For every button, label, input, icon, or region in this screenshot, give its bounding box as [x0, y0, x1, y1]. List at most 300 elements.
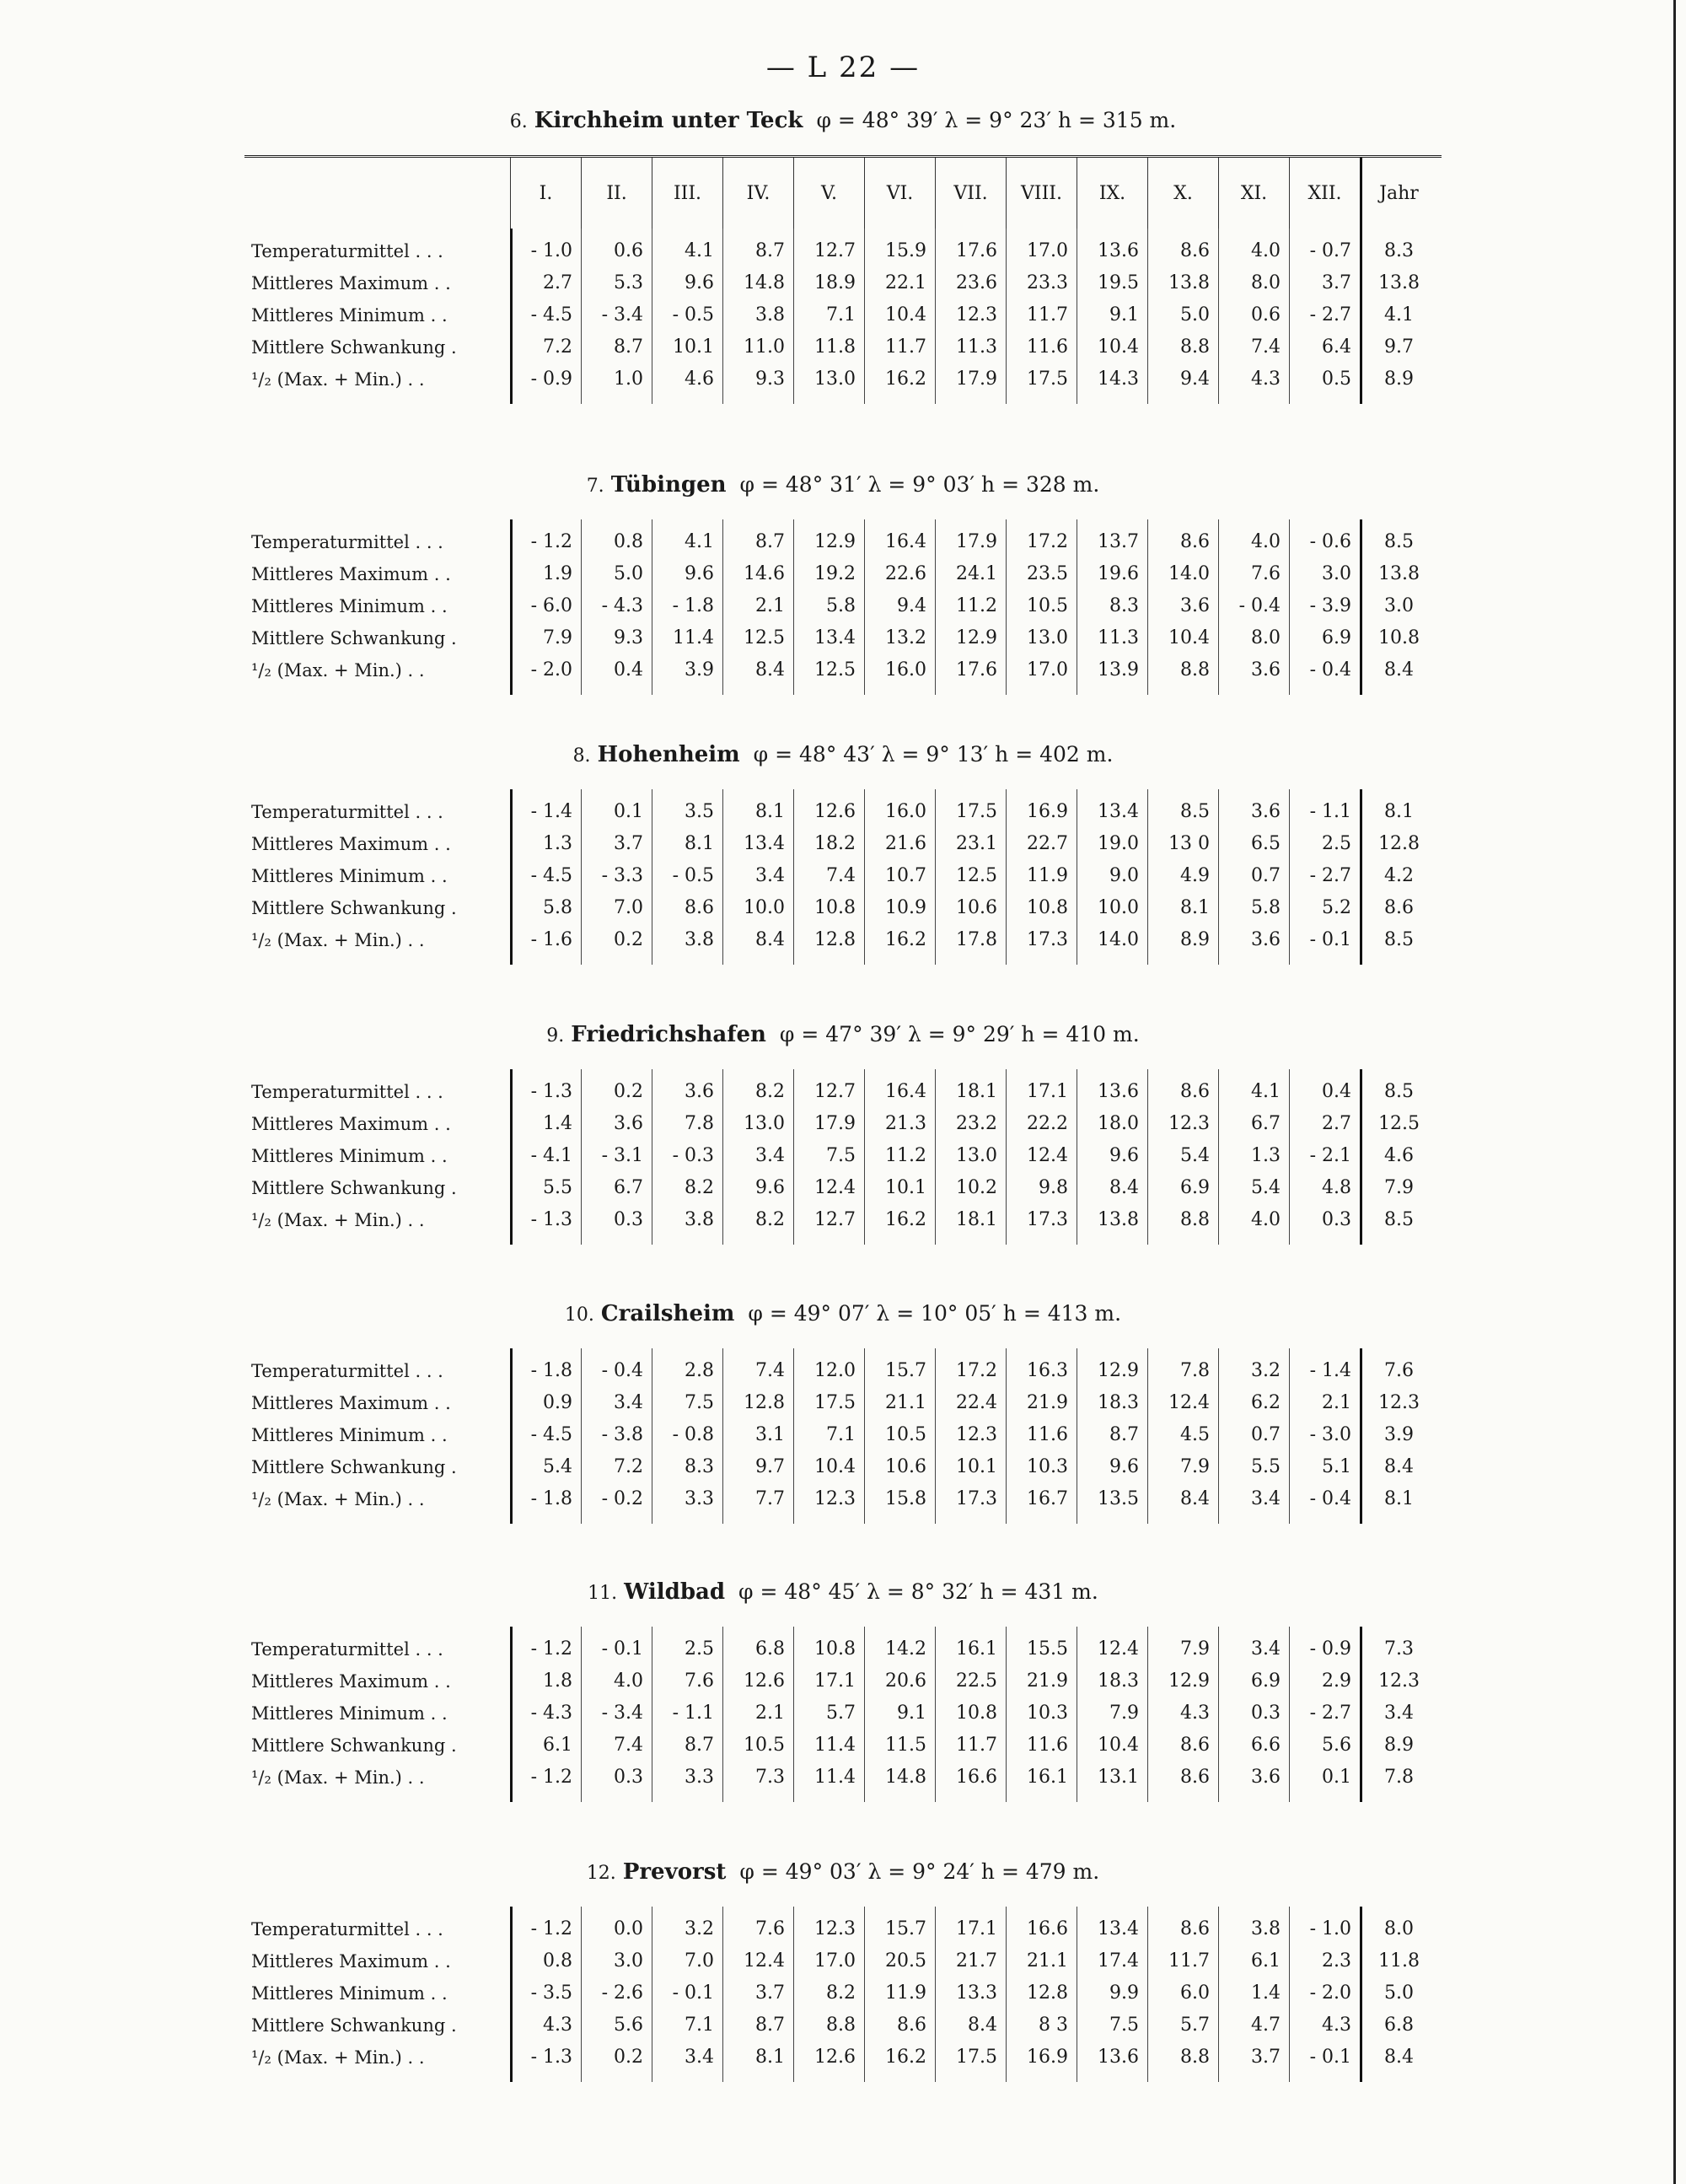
- value-cell: 17.3: [1027, 929, 1068, 950]
- month-column: [864, 1348, 935, 1524]
- value-cell: 17.3: [1027, 1209, 1068, 1230]
- value-cell: 7.1: [826, 1424, 856, 1445]
- value-cell: - 0.5: [672, 865, 714, 886]
- data-grid: [244, 1348, 1442, 1524]
- value-cell: - 4.3: [530, 1703, 572, 1724]
- value-cell: 17.9: [956, 531, 997, 552]
- value-cell: - 4.1: [530, 1145, 572, 1166]
- value-cell: 8.4: [968, 2015, 997, 2036]
- row-label-column: [244, 1069, 510, 1245]
- value-cell: 10.4: [814, 1456, 856, 1477]
- month-column: [722, 1907, 793, 2082]
- month-column: [1218, 519, 1289, 695]
- value-cell: 17.6: [956, 659, 997, 680]
- value-cell: 8.1: [1384, 801, 1414, 822]
- value-cell: 2.8: [685, 1360, 714, 1381]
- year-column: [1360, 1069, 1436, 1245]
- value-cell: 16.2: [885, 368, 926, 390]
- value-cell: 0.8: [614, 531, 643, 552]
- value-cell: 3.6: [1180, 595, 1210, 616]
- value-cell: 8.7: [614, 336, 643, 358]
- row-label: Temperaturmittel . . .: [251, 1639, 443, 1660]
- value-cell: 13.2: [885, 627, 926, 648]
- row-label: Mittleres Minimum . .: [251, 1983, 448, 2004]
- value-cell: 22.4: [956, 1392, 997, 1413]
- month-column: [1147, 1627, 1218, 1802]
- month-column: [722, 789, 793, 965]
- month-column: [935, 229, 1006, 404]
- month-column: [1006, 229, 1077, 404]
- row-label: Temperaturmittel . . .: [251, 241, 443, 261]
- value-cell: 8.9: [1180, 929, 1210, 950]
- value-cell: 13.0: [956, 1145, 997, 1166]
- value-cell: 12.7: [814, 1081, 856, 1102]
- value-cell: 7.1: [685, 2015, 714, 2036]
- value-cell: 7.3: [755, 1767, 785, 1788]
- month-column: [1218, 1627, 1289, 1802]
- month-column: [935, 1627, 1006, 1802]
- value-cell: 9.1: [1109, 304, 1139, 325]
- value-cell: 7.5: [826, 1145, 856, 1166]
- value-cell: 5.0: [1384, 1982, 1414, 2004]
- value-cell: 4.0: [1251, 240, 1281, 261]
- value-cell: 3.0: [614, 1950, 643, 1972]
- value-cell: 5.0: [1180, 304, 1210, 325]
- value-cell: - 0.3: [672, 1145, 714, 1166]
- value-cell: 23.1: [956, 833, 997, 854]
- value-cell: 8.2: [685, 1177, 714, 1198]
- value-cell: 7.6: [1384, 1360, 1414, 1381]
- value-cell: 9.6: [755, 1177, 785, 1198]
- month-column: [935, 1907, 1006, 2082]
- value-cell: 13.4: [814, 627, 856, 648]
- value-cell: 7.8: [685, 1113, 714, 1134]
- value-cell: 22.5: [956, 1670, 997, 1692]
- row-label: Temperaturmittel . . .: [251, 1361, 443, 1381]
- value-cell: 9.7: [755, 1456, 785, 1477]
- value-cell: 16.1: [956, 1638, 997, 1660]
- value-cell: 11.2: [885, 1145, 926, 1166]
- value-cell: 12.3: [1378, 1392, 1420, 1413]
- value-cell: 13.9: [1098, 659, 1139, 680]
- row-label-column: [244, 1348, 510, 1524]
- month-column: [581, 1907, 652, 2082]
- value-cell: 3.2: [1251, 1360, 1281, 1381]
- month-column: [1077, 229, 1147, 404]
- value-cell: 3.9: [685, 659, 714, 680]
- value-cell: - 1.0: [530, 240, 572, 261]
- value-cell: 20.5: [885, 1950, 926, 1972]
- value-cell: 7.9: [1180, 1638, 1210, 1660]
- row-label: Mittleres Minimum . .: [251, 1425, 448, 1445]
- value-cell: 10.8: [956, 1703, 997, 1724]
- value-cell: 8.9: [1384, 1735, 1414, 1756]
- month-column: [1006, 519, 1077, 695]
- month-column: [1218, 1348, 1289, 1524]
- station-number: 12.: [586, 1863, 616, 1884]
- value-cell: 8.3: [685, 1456, 714, 1477]
- station-table: [244, 742, 1442, 965]
- value-cell: 9.3: [614, 627, 643, 648]
- value-cell: 11.6: [1027, 336, 1068, 358]
- value-cell: 8.8: [1180, 659, 1210, 680]
- value-cell: 7.0: [614, 897, 643, 918]
- row-label: Mittleres Maximum . .: [251, 1951, 451, 1972]
- value-cell: 10.4: [1168, 627, 1210, 648]
- station-coordinates: φ = 48° 31′ λ = 9° 03′ h = 328 m.: [739, 472, 1100, 497]
- value-cell: 8.6: [1384, 897, 1414, 918]
- month-header: V.: [793, 158, 864, 229]
- month-header: I.: [510, 158, 581, 229]
- value-cell: 23.3: [1027, 272, 1068, 293]
- value-cell: 7.9: [1180, 1456, 1210, 1477]
- value-cell: 4.3: [1251, 368, 1281, 390]
- value-cell: 7.1: [826, 304, 856, 325]
- value-cell: 18.0: [1098, 1113, 1139, 1134]
- month-column: [864, 1069, 935, 1245]
- value-cell: 19.5: [1098, 272, 1139, 293]
- value-cell: - 1.3: [530, 1081, 572, 1102]
- value-cell: 1.3: [1251, 1145, 1281, 1166]
- value-cell: 13.1: [1098, 1767, 1139, 1788]
- month-column: [793, 229, 864, 404]
- station-title: [244, 1579, 1442, 1605]
- value-cell: 3.6: [1251, 801, 1281, 822]
- value-cell: - 3.1: [601, 1145, 643, 1166]
- month-header: XI.: [1218, 158, 1289, 229]
- value-cell: 12.8: [814, 929, 856, 950]
- value-cell: 17.5: [956, 2047, 997, 2068]
- value-cell: 16.2: [885, 2047, 926, 2068]
- value-cell: 3.3: [685, 1767, 714, 1788]
- row-label: Temperaturmittel . . .: [251, 1082, 443, 1102]
- value-cell: 23.6: [956, 272, 997, 293]
- station-name: Wildbad: [624, 1579, 726, 1605]
- value-cell: 8.4: [1384, 1456, 1414, 1477]
- month-column: [1077, 519, 1147, 695]
- month-header: Jahr: [1360, 158, 1436, 229]
- value-cell: 3.2: [685, 1918, 714, 1939]
- value-cell: 3.0: [1322, 563, 1351, 584]
- month-header: XII.: [1289, 158, 1360, 229]
- value-cell: 12.8: [1027, 1982, 1068, 2004]
- value-cell: 2.5: [1322, 833, 1351, 854]
- value-cell: 11.6: [1027, 1424, 1068, 1445]
- row-label-column: [244, 229, 510, 404]
- value-cell: 4.6: [1384, 1145, 1414, 1166]
- month-column: [722, 229, 793, 404]
- value-cell: 7.4: [826, 865, 856, 886]
- value-cell: 3.4: [755, 865, 785, 886]
- value-cell: 12.9: [1098, 1360, 1139, 1381]
- row-label: Mittleres Maximum . .: [251, 1671, 451, 1692]
- value-cell: - 0.9: [1309, 1638, 1351, 1660]
- value-cell: 7.0: [685, 1950, 714, 1972]
- month-column: [652, 1348, 722, 1524]
- value-cell: 6.9: [1251, 1670, 1281, 1692]
- value-cell: 7.2: [614, 1456, 643, 1477]
- value-cell: 13.3: [956, 1982, 997, 2004]
- value-cell: 17.2: [1027, 531, 1068, 552]
- value-cell: 13.4: [1098, 801, 1139, 822]
- value-cell: 7.9: [1384, 1177, 1414, 1198]
- value-cell: 21.9: [1027, 1670, 1068, 1692]
- value-cell: 18.3: [1098, 1392, 1139, 1413]
- value-cell: - 2.7: [1309, 1703, 1351, 1724]
- month-column: [652, 519, 722, 695]
- month-column: [864, 1627, 935, 1802]
- value-cell: 1.4: [543, 1113, 572, 1134]
- value-cell: - 0.1: [1309, 929, 1351, 950]
- value-cell: 12.4: [744, 1950, 785, 1972]
- value-cell: 8 3: [1039, 2015, 1068, 2036]
- value-cell: 5.5: [543, 1177, 572, 1198]
- value-cell: - 0.9: [530, 368, 572, 390]
- value-cell: 17.1: [1027, 1081, 1068, 1102]
- value-cell: - 1.8: [672, 595, 714, 616]
- row-label: Mittleres Minimum . .: [251, 1146, 448, 1166]
- value-cell: 1.9: [543, 563, 572, 584]
- value-cell: 22.7: [1027, 833, 1068, 854]
- value-cell: 17.9: [956, 368, 997, 390]
- value-cell: 6.1: [543, 1735, 572, 1756]
- value-cell: 2.7: [543, 272, 572, 293]
- value-cell: 12.9: [1168, 1670, 1210, 1692]
- month-header: IX.: [1077, 158, 1147, 229]
- month-column: [581, 1348, 652, 1524]
- month-column: [1006, 1069, 1077, 1245]
- value-cell: 8.6: [1180, 1918, 1210, 1939]
- value-cell: 8.0: [1384, 1918, 1414, 1939]
- month-column: [722, 1069, 793, 1245]
- month-column: [1147, 519, 1218, 695]
- value-cell: 2.7: [1322, 1113, 1351, 1134]
- value-cell: 3.6: [685, 1081, 714, 1102]
- value-cell: 9.6: [1109, 1145, 1139, 1166]
- row-label: ¹/₂ (Max. + Min.) . .: [251, 1489, 425, 1509]
- month-header-row: [244, 155, 1442, 229]
- value-cell: 17.0: [1027, 240, 1068, 261]
- row-label: Mittleres Minimum . .: [251, 866, 448, 886]
- month-column: [1289, 519, 1360, 695]
- month-column: [1289, 229, 1360, 404]
- value-cell: 12.3: [956, 304, 997, 325]
- value-cell: 16.9: [1027, 801, 1068, 822]
- value-cell: - 3.4: [601, 1703, 643, 1724]
- value-cell: 3.0: [1384, 595, 1414, 616]
- value-cell: 10.4: [885, 304, 926, 325]
- value-cell: 3.6: [614, 1113, 643, 1134]
- value-cell: 9.3: [755, 368, 785, 390]
- value-cell: 0.2: [614, 929, 643, 950]
- data-grid: [244, 1069, 1442, 1245]
- value-cell: 7.8: [1384, 1767, 1414, 1788]
- row-label-column: [244, 789, 510, 965]
- value-cell: - 1.2: [530, 1638, 572, 1660]
- value-cell: - 0.1: [672, 1982, 714, 2004]
- value-cell: 19.6: [1098, 563, 1139, 584]
- value-cell: - 0.2: [601, 1488, 643, 1509]
- value-cell: 8.6: [685, 897, 714, 918]
- value-cell: 11.3: [1098, 627, 1139, 648]
- month-column: [793, 519, 864, 695]
- value-cell: 8.6: [897, 2015, 926, 2036]
- value-cell: 16.3: [1027, 1360, 1068, 1381]
- value-cell: - 3.5: [530, 1982, 572, 2004]
- value-cell: 5.4: [1251, 1177, 1281, 1198]
- month-column: [581, 789, 652, 965]
- value-cell: 9.7: [1384, 336, 1414, 358]
- value-cell: 14.6: [744, 563, 785, 584]
- value-cell: 12.4: [1098, 1638, 1139, 1660]
- value-cell: 16.2: [885, 929, 926, 950]
- value-cell: 17.9: [814, 1113, 856, 1134]
- value-cell: 15.5: [1027, 1638, 1068, 1660]
- value-cell: 18.1: [956, 1209, 997, 1230]
- value-cell: 6.8: [1384, 2015, 1414, 2036]
- month-column: [581, 229, 652, 404]
- value-cell: 5.8: [826, 595, 856, 616]
- month-column: [510, 1348, 581, 1524]
- value-cell: 11.4: [673, 627, 714, 648]
- row-label: Temperaturmittel . . .: [251, 802, 443, 822]
- month-column: [510, 229, 581, 404]
- value-cell: 5.4: [543, 1456, 572, 1477]
- value-cell: 0.3: [1322, 1209, 1351, 1230]
- value-cell: 13.0: [744, 1113, 785, 1134]
- value-cell: 9.6: [685, 563, 714, 584]
- value-cell: 16.6: [1027, 1918, 1068, 1939]
- value-cell: 17.3: [956, 1488, 997, 1509]
- value-cell: 7.4: [614, 1735, 643, 1756]
- month-column: [722, 1348, 793, 1524]
- value-cell: 8.3: [1109, 595, 1139, 616]
- value-cell: 11.8: [1378, 1950, 1420, 1972]
- value-cell: 13.0: [1027, 627, 1068, 648]
- value-cell: 10.4: [1098, 336, 1139, 358]
- value-cell: 4.7: [1251, 2015, 1281, 2036]
- value-cell: 5.1: [1322, 1456, 1351, 1477]
- data-grid: [244, 229, 1442, 404]
- value-cell: - 3.4: [601, 304, 643, 325]
- value-cell: 10.3: [1027, 1703, 1068, 1724]
- value-cell: - 1.4: [1309, 1360, 1351, 1381]
- value-cell: 24.1: [956, 563, 997, 584]
- value-cell: 4.9: [1180, 865, 1210, 886]
- value-cell: 12.4: [1168, 1392, 1210, 1413]
- value-cell: 4.0: [614, 1670, 643, 1692]
- value-cell: 21.7: [956, 1950, 997, 1972]
- value-cell: 3.4: [755, 1145, 785, 1166]
- month-column: [1006, 1627, 1077, 1802]
- month-column: [1218, 229, 1289, 404]
- station-table: [244, 1859, 1442, 2082]
- value-cell: 10.8: [814, 897, 856, 918]
- value-cell: - 2.1: [1309, 1145, 1351, 1166]
- value-cell: 3.4: [614, 1392, 643, 1413]
- value-cell: 16.1: [1027, 1767, 1068, 1788]
- value-cell: 21.9: [1027, 1392, 1068, 1413]
- value-cell: 8.4: [1384, 659, 1414, 680]
- value-cell: 11.0: [744, 336, 785, 358]
- value-cell: 14.8: [744, 272, 785, 293]
- value-cell: 8.7: [685, 1735, 714, 1756]
- value-cell: - 1.1: [1309, 801, 1351, 822]
- value-cell: 12.3: [1378, 1670, 1420, 1692]
- value-cell: 13.8: [1168, 272, 1210, 293]
- month-column: [652, 789, 722, 965]
- value-cell: 15.7: [885, 1918, 926, 1939]
- value-cell: 14.2: [885, 1638, 926, 1660]
- station-coordinates: φ = 48° 45′ λ = 8° 32′ h = 431 m.: [738, 1579, 1098, 1604]
- value-cell: 4.3: [1180, 1703, 1210, 1724]
- value-cell: 0.3: [614, 1209, 643, 1230]
- row-label-column: [244, 519, 510, 695]
- month-column: [652, 1907, 722, 2082]
- value-cell: 16.4: [885, 1081, 926, 1102]
- value-cell: 9.8: [1039, 1177, 1068, 1198]
- month-column: [935, 1348, 1006, 1524]
- month-column: [793, 1627, 864, 1802]
- station-number: 6.: [509, 111, 528, 132]
- value-cell: 15.9: [885, 240, 926, 261]
- value-cell: 8.6: [1180, 1767, 1210, 1788]
- station-coordinates: φ = 47° 39′ λ = 9° 29′ h = 410 m.: [779, 1022, 1140, 1046]
- value-cell: 10.0: [1098, 897, 1139, 918]
- value-cell: 18.2: [814, 833, 856, 854]
- value-cell: 4.8: [1322, 1177, 1351, 1198]
- value-cell: 1.8: [543, 1670, 572, 1692]
- month-column: [1006, 789, 1077, 965]
- value-cell: 8.1: [755, 801, 785, 822]
- value-cell: 10.9: [885, 897, 926, 918]
- value-cell: - 1.0: [1309, 1918, 1351, 1939]
- value-cell: 8.1: [1180, 897, 1210, 918]
- value-cell: - 2.7: [1309, 865, 1351, 886]
- value-cell: 8.8: [1180, 1209, 1210, 1230]
- value-cell: 5.6: [1322, 1735, 1351, 1756]
- row-label: Mittlere Schwankung .: [251, 1457, 457, 1477]
- station-number: 10.: [564, 1304, 594, 1326]
- value-cell: 12.8: [1378, 833, 1420, 854]
- value-cell: 7.6: [1251, 563, 1281, 584]
- value-cell: 16.4: [885, 531, 926, 552]
- value-cell: 8.5: [1384, 1209, 1414, 1230]
- value-cell: 8.4: [1180, 1488, 1210, 1509]
- value-cell: 10.6: [956, 897, 997, 918]
- value-cell: 8.7: [1109, 1424, 1139, 1445]
- value-cell: 8.3: [1384, 240, 1414, 261]
- value-cell: 1.0: [614, 368, 643, 390]
- value-cell: - 1.3: [530, 2047, 572, 2068]
- row-label-column: [244, 1907, 510, 2082]
- value-cell: 8.0: [1251, 272, 1281, 293]
- row-label: Mittleres Maximum . .: [251, 273, 451, 293]
- value-cell: 10.5: [885, 1424, 926, 1445]
- value-cell: 0.7: [1251, 1424, 1281, 1445]
- month-column: [510, 1907, 581, 2082]
- value-cell: 13.7: [1098, 531, 1139, 552]
- value-cell: 11.7: [956, 1735, 997, 1756]
- month-column: [510, 789, 581, 965]
- value-cell: 17.6: [956, 240, 997, 261]
- value-cell: - 4.3: [601, 595, 643, 616]
- value-cell: 4.5: [1180, 1424, 1210, 1445]
- value-cell: 12.9: [956, 627, 997, 648]
- value-cell: - 3.3: [601, 865, 643, 886]
- value-cell: 2.3: [1322, 1950, 1351, 1972]
- value-cell: 2.9: [1322, 1670, 1351, 1692]
